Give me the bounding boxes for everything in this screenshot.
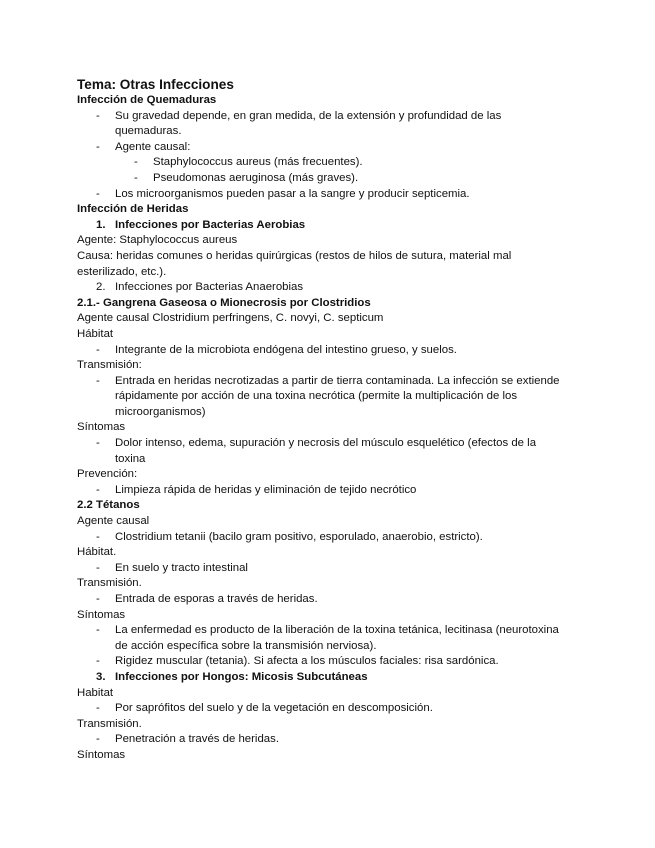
list-item: - Rigidez muscular (tetania). Si afecta a los músculos faciales: risa sardónica. — [77, 654, 587, 670]
section-heading-tetanus: 2.2 Tétanos — [77, 499, 140, 512]
bullet-dash: - — [96, 561, 100, 574]
page-title: Tema: Otras Infecciones — [77, 77, 234, 92]
bullet-dash: - — [96, 483, 100, 496]
label: Hábitat. — [77, 546, 117, 559]
list-item: - Entrada de esporas a través de heridas. — [77, 592, 587, 608]
section-heading-wounds: Infección de Heridas — [77, 203, 189, 216]
bullet-dash: - — [96, 343, 100, 356]
label: Prevención: — [77, 468, 138, 481]
paragraph: Agente: Staphylococcus aureus — [77, 234, 238, 247]
bullet-dash: - — [96, 624, 100, 637]
list-item: - Pseudomonas aeruginosa (más graves). — [77, 171, 587, 187]
label: Agente causal — [77, 515, 150, 528]
bullet-dash: - — [96, 702, 100, 715]
bullet-dash: - — [96, 374, 100, 387]
bullet-dash: - — [96, 187, 100, 200]
bullet-dash: - — [96, 109, 100, 122]
label: Habitat — [77, 686, 114, 699]
label: Transmisión. — [77, 577, 142, 590]
label: Transmisión. — [77, 717, 142, 730]
bullet-dash: - — [96, 733, 100, 746]
list-item: - La enfermedad es producto de la liberación de la toxina tetánica, lecitinasa (neurotoxina de acción específica sobre la transmisión nerviosa). — [96, 624, 559, 652]
list-item: - Clostridium tetanii (bacilo gram positivo, esporulado, anaerobio, estricto). — [77, 530, 587, 546]
list-number: 1. — [96, 218, 106, 231]
label: Síntomas — [77, 608, 126, 621]
paragraph: Agente causal Clostridium perfringens, C. novyi, C. septicum — [77, 312, 384, 325]
section-heading-gangrene: 2.1.- Gangrena Gaseosa o Mionecrosis por Clostridios — [77, 296, 371, 309]
bullet-dash: - — [96, 593, 100, 605]
list-item: - Penetración a través de heridas. — [77, 732, 587, 748]
numbered-item: 2. Infecciones por Bacterias Anaerobias — [77, 280, 587, 296]
list-item: - Por saprófitos del suelo y de la vegetación en descomposición. — [77, 701, 587, 717]
bullet-dash: - — [134, 156, 138, 169]
list-item: - Staphylococcus aureus (más frecuentes). — [77, 155, 587, 171]
list-item: - Entrada en heridas necrotizadas a partir de tierra contaminada. La infección se extiende rápidamente por acción de una toxina necrótica (permite la multiplicación de los microorganismos) — [96, 374, 560, 418]
list-item: - Limpieza rápida de heridas y eliminación de tejido necrótico — [77, 483, 587, 499]
bullet-dash: - — [96, 655, 100, 668]
bullet-dash: - — [96, 437, 100, 450]
list-item: - En suelo y tracto intestinal — [77, 561, 587, 577]
list-number: 3. — [96, 670, 106, 683]
paragraph: Causa: heridas comunes o heridas quirúrgicas (restos de hilos de sutura, material mal — [77, 249, 512, 262]
list-item: - Dolor intenso, edema, supuración y necrosis del músculo esquelético (efectos de la toxina — [96, 437, 537, 465]
label: Hábitat — [77, 327, 114, 340]
document-page — [77, 76, 587, 764]
bullet-dash: - — [96, 530, 100, 543]
list-item: - Los microorganismos pueden pasar a la sangre y producir septicemia. — [77, 187, 587, 203]
bullet-dash: - — [96, 140, 100, 153]
paragraph: esterilizado, etc.). — [77, 265, 167, 278]
list-item: - Integrante de la microbiota endógena del intestino grueso, y suelos. — [77, 343, 587, 359]
section-heading-burns: Infección de Quemaduras — [77, 94, 217, 106]
label: Transmisión: — [77, 359, 142, 372]
list-number: 2. — [96, 281, 106, 294]
label: Síntomas — [77, 421, 126, 434]
list-item: - Su gravedad depende, en gran medida, de la extensión y profundidad de las quemaduras. — [96, 109, 502, 138]
label: Síntomas — [77, 748, 126, 761]
numbered-heading: 3. Infecciones por Hongos: Micosis Subcutáneas — [77, 670, 587, 686]
bullet-dash: - — [134, 171, 138, 184]
list-item: - Agente causal: — [77, 140, 587, 156]
numbered-heading: 1. Infecciones por Bacterias Aerobias — [77, 218, 587, 234]
